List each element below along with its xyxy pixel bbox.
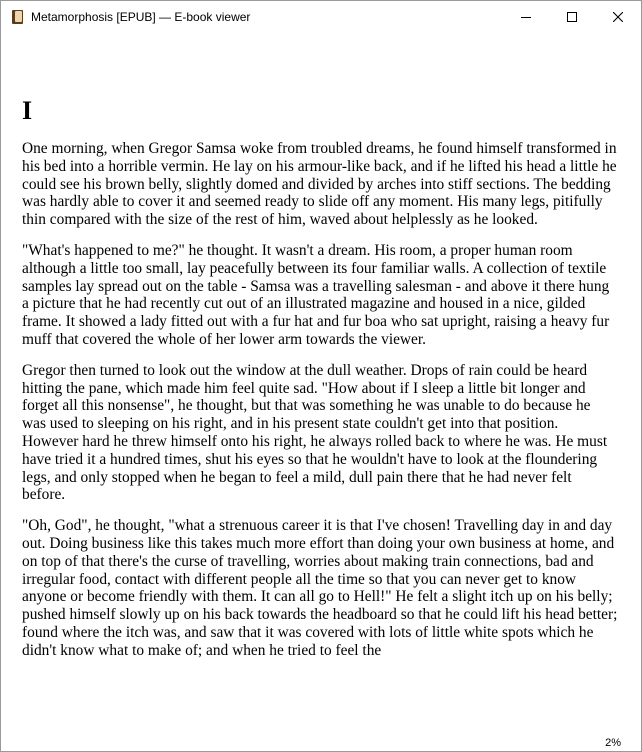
paragraph-2: "What's happened to me?" he thought. It wasn't a dream. His room, a proper human room although a little too small, lay peacefully between its four familiar walls. A collection of textile samples lay spread out on the table - Samsa was a travelling salesman - and above it there hung a picture that he had recently cut out of an illustrated magazine and housed in a nice, gilded frame. It showed a lady fitted out with a fur hat and fur boa who sat upright, raising a heavy fur muff that covered the whole of her lower arm towards the viewer. <box>22 241 610 348</box>
book-app-icon <box>11 9 25 25</box>
close-button[interactable] <box>595 1 641 32</box>
chapter-heading: I <box>22 96 33 125</box>
close-icon <box>613 12 623 22</box>
window-controls <box>503 1 641 32</box>
minimize-icon <box>521 12 531 22</box>
paragraph-4: "Oh, God", he thought, "what a strenuous career it is that I've chosen! Travelling day in and day out. Doing business like this takes much more effort than doing your own business at home, and on top of that there's the curse of travelling, worries about making train connections, bad and irregular food, contact with different people all the time so that you can never get to know anyone or become friendly with them. It can all go to Hell!" He felt a slight itch up on his belly; pushed himself slowly up on his back towards the headboard so that he could lift his head better; found where the itch was, and saw that it was covered with lots of little white spots which he didn't know what to make of; and when he tried to feel the <box>22 517 618 659</box>
minimize-button[interactable] <box>503 1 549 32</box>
maximize-icon <box>567 12 577 22</box>
window-title: Metamorphosis [EPUB] — E-book viewer <box>31 9 251 24</box>
reading-progress: 2% <box>605 737 621 749</box>
paragraph-3: Gregor then turned to look out the window at the dull weather. Drops of rain could be heard hitting the pane, which made him feel quite sad. "How about if I sleep a little bit longer and forget all this nonsense", he thought, but that was something he was unable to do because he was used to sleeping on his right, and in his present state couldn't get into that position. However hard he threw himself onto his right, he always rolled back to where he was. He must have tried it a hundred times, shut his eyes so that he wouldn't have to look at the floundering legs, and only stopped when he began to feel a mild, dull pain there that he had never felt before. <box>22 361 608 504</box>
title-bar[interactable] <box>1 1 641 32</box>
paragraph-1: One morning, when Gregor Samsa woke from troubled dreams, he found himself transformed in his bed into a horrible vermin. He lay on his armour-like back, and if he lifted his head a little he could see his brown belly, slightly domed and divided by arches into stiff sections. The bedding was hardly able to cover it and seemed ready to slide off any moment. His many legs, pitifully thin compared with the size of the rest of him, waved about helplessly as he looked. <box>22 140 617 229</box>
book-text-area[interactable] <box>22 96 618 673</box>
maximize-button[interactable] <box>549 1 595 32</box>
